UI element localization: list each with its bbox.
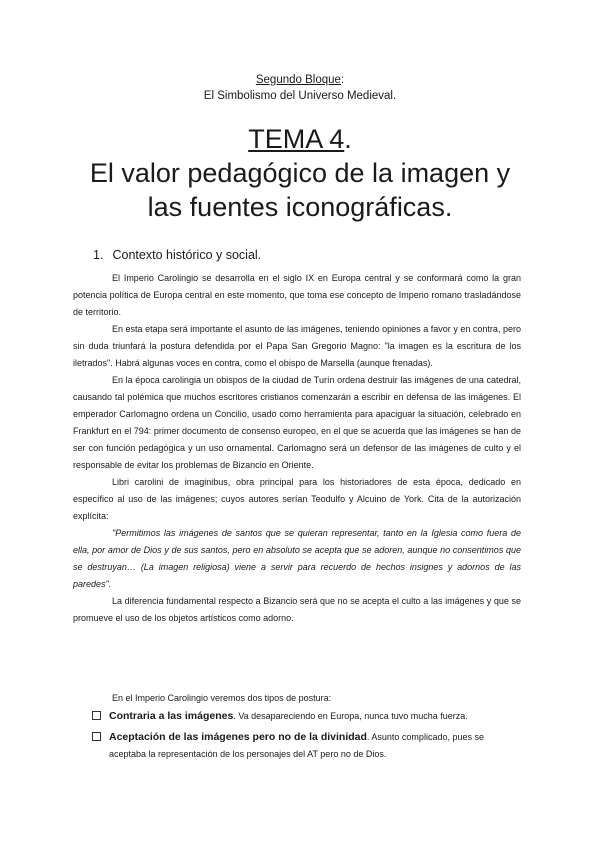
tema-line-1: El valor pedagógico de la imagen y xyxy=(89,158,511,188)
list-item-text: . Va desapareciendo en Europa, nunca tuvo mucha fuerza. xyxy=(233,711,468,721)
paragraph: En la época carolingia un obispos de la ciudad de Turín ordena destruir las imágenes de una catedral, causando tal polémica que muchos escritores cristianos comenzarán a escribir en defensa de las imágenes. El emperador Carlomagno ordena un Concilio, usado como herramienta para apaciguar la situación, celebrado en Frankfurt en el 794: primer documento de consenso europeo, en el que se acuerda que las imágenes se han de ser con función pedagógica y un uso ornamental. Carlomagno será un defensor de las imágenes de culto y el responsable de evitar los problemas de Bizancio en Oriente. xyxy=(73,375,521,470)
list-item-bold: Contraria a las imágenes xyxy=(109,710,234,722)
list-item-text: . Asunto complicado, pues se aceptaba la representación de los personajes del AT pero no de Dios. xyxy=(109,732,484,759)
tema-line-2: las fuentes iconográficas. xyxy=(147,192,453,222)
postura-intro: En el Imperio Carolingio veremos dos tipos de postura: xyxy=(112,693,332,703)
checkbox-icon xyxy=(92,732,101,741)
closing-paragraph: La diferencia fundamental respecto a Bizancio será que no se acepta el culto a las imágenes y que se promueve el uso de los objetos artísticos como adorno. xyxy=(73,596,521,623)
section-number: 1. xyxy=(93,248,104,262)
paragraph: Libri carolini de imaginibus, obra principal para los historiadores de esta época, dedicado en específico al uso de las imágenes; cuyos autores serían Teodulfo y Alcuino de York. Cita de la autorización explícita: xyxy=(73,477,521,521)
paragraph: El Imperio Carolingio se desarrolla en el siglo IX en Europa central y se conformará como la gran potencia política de Europa central en este momento, que toma ese concepto de Imperio romano trasladándose de territorio. xyxy=(73,273,521,317)
body-text xyxy=(73,270,521,627)
tema-title xyxy=(0,122,600,224)
section-title: Contexto histórico y social. xyxy=(112,248,262,262)
block-label: Segundo Bloque xyxy=(255,74,341,86)
tema-dot: . xyxy=(344,124,352,154)
postura-list xyxy=(92,708,522,767)
block-heading xyxy=(0,72,600,104)
list-item xyxy=(92,729,522,763)
section-heading xyxy=(93,247,261,263)
list-item xyxy=(92,708,522,725)
paragraph: En esta etapa será importante el asunto de las imágenes, teniendo opiniones a favor y en contra, pero sin duda triunfará la postura defendida por el Papa San Gregorio Magno: "la imagen es la escritura de los iletrados". Habrá algunas voces en contra, como el obispo de Marsella (aunque frenadas). xyxy=(73,324,521,368)
tema-label: TEMA 4 xyxy=(248,124,345,154)
block-subtitle: El Simbolismo del Universo Medieval. xyxy=(203,90,397,102)
list-item-bold: Aceptación de las imágenes pero no de la divinidad xyxy=(109,731,367,743)
quote-paragraph: "Permitimos las imágenes de santos que se quieran representar, tanto en la Iglesia como fuera de ella, por amor de Dios y de sus santos, pero en absoluto se acepta que se adoren, aunque no consentimos que se destruyan… (La imagen religiosa) viene a servir para recuerdo de hechos insignes y adornos de las paredes". xyxy=(73,528,521,589)
block-colon: : xyxy=(340,74,345,86)
checkbox-icon xyxy=(92,711,101,720)
